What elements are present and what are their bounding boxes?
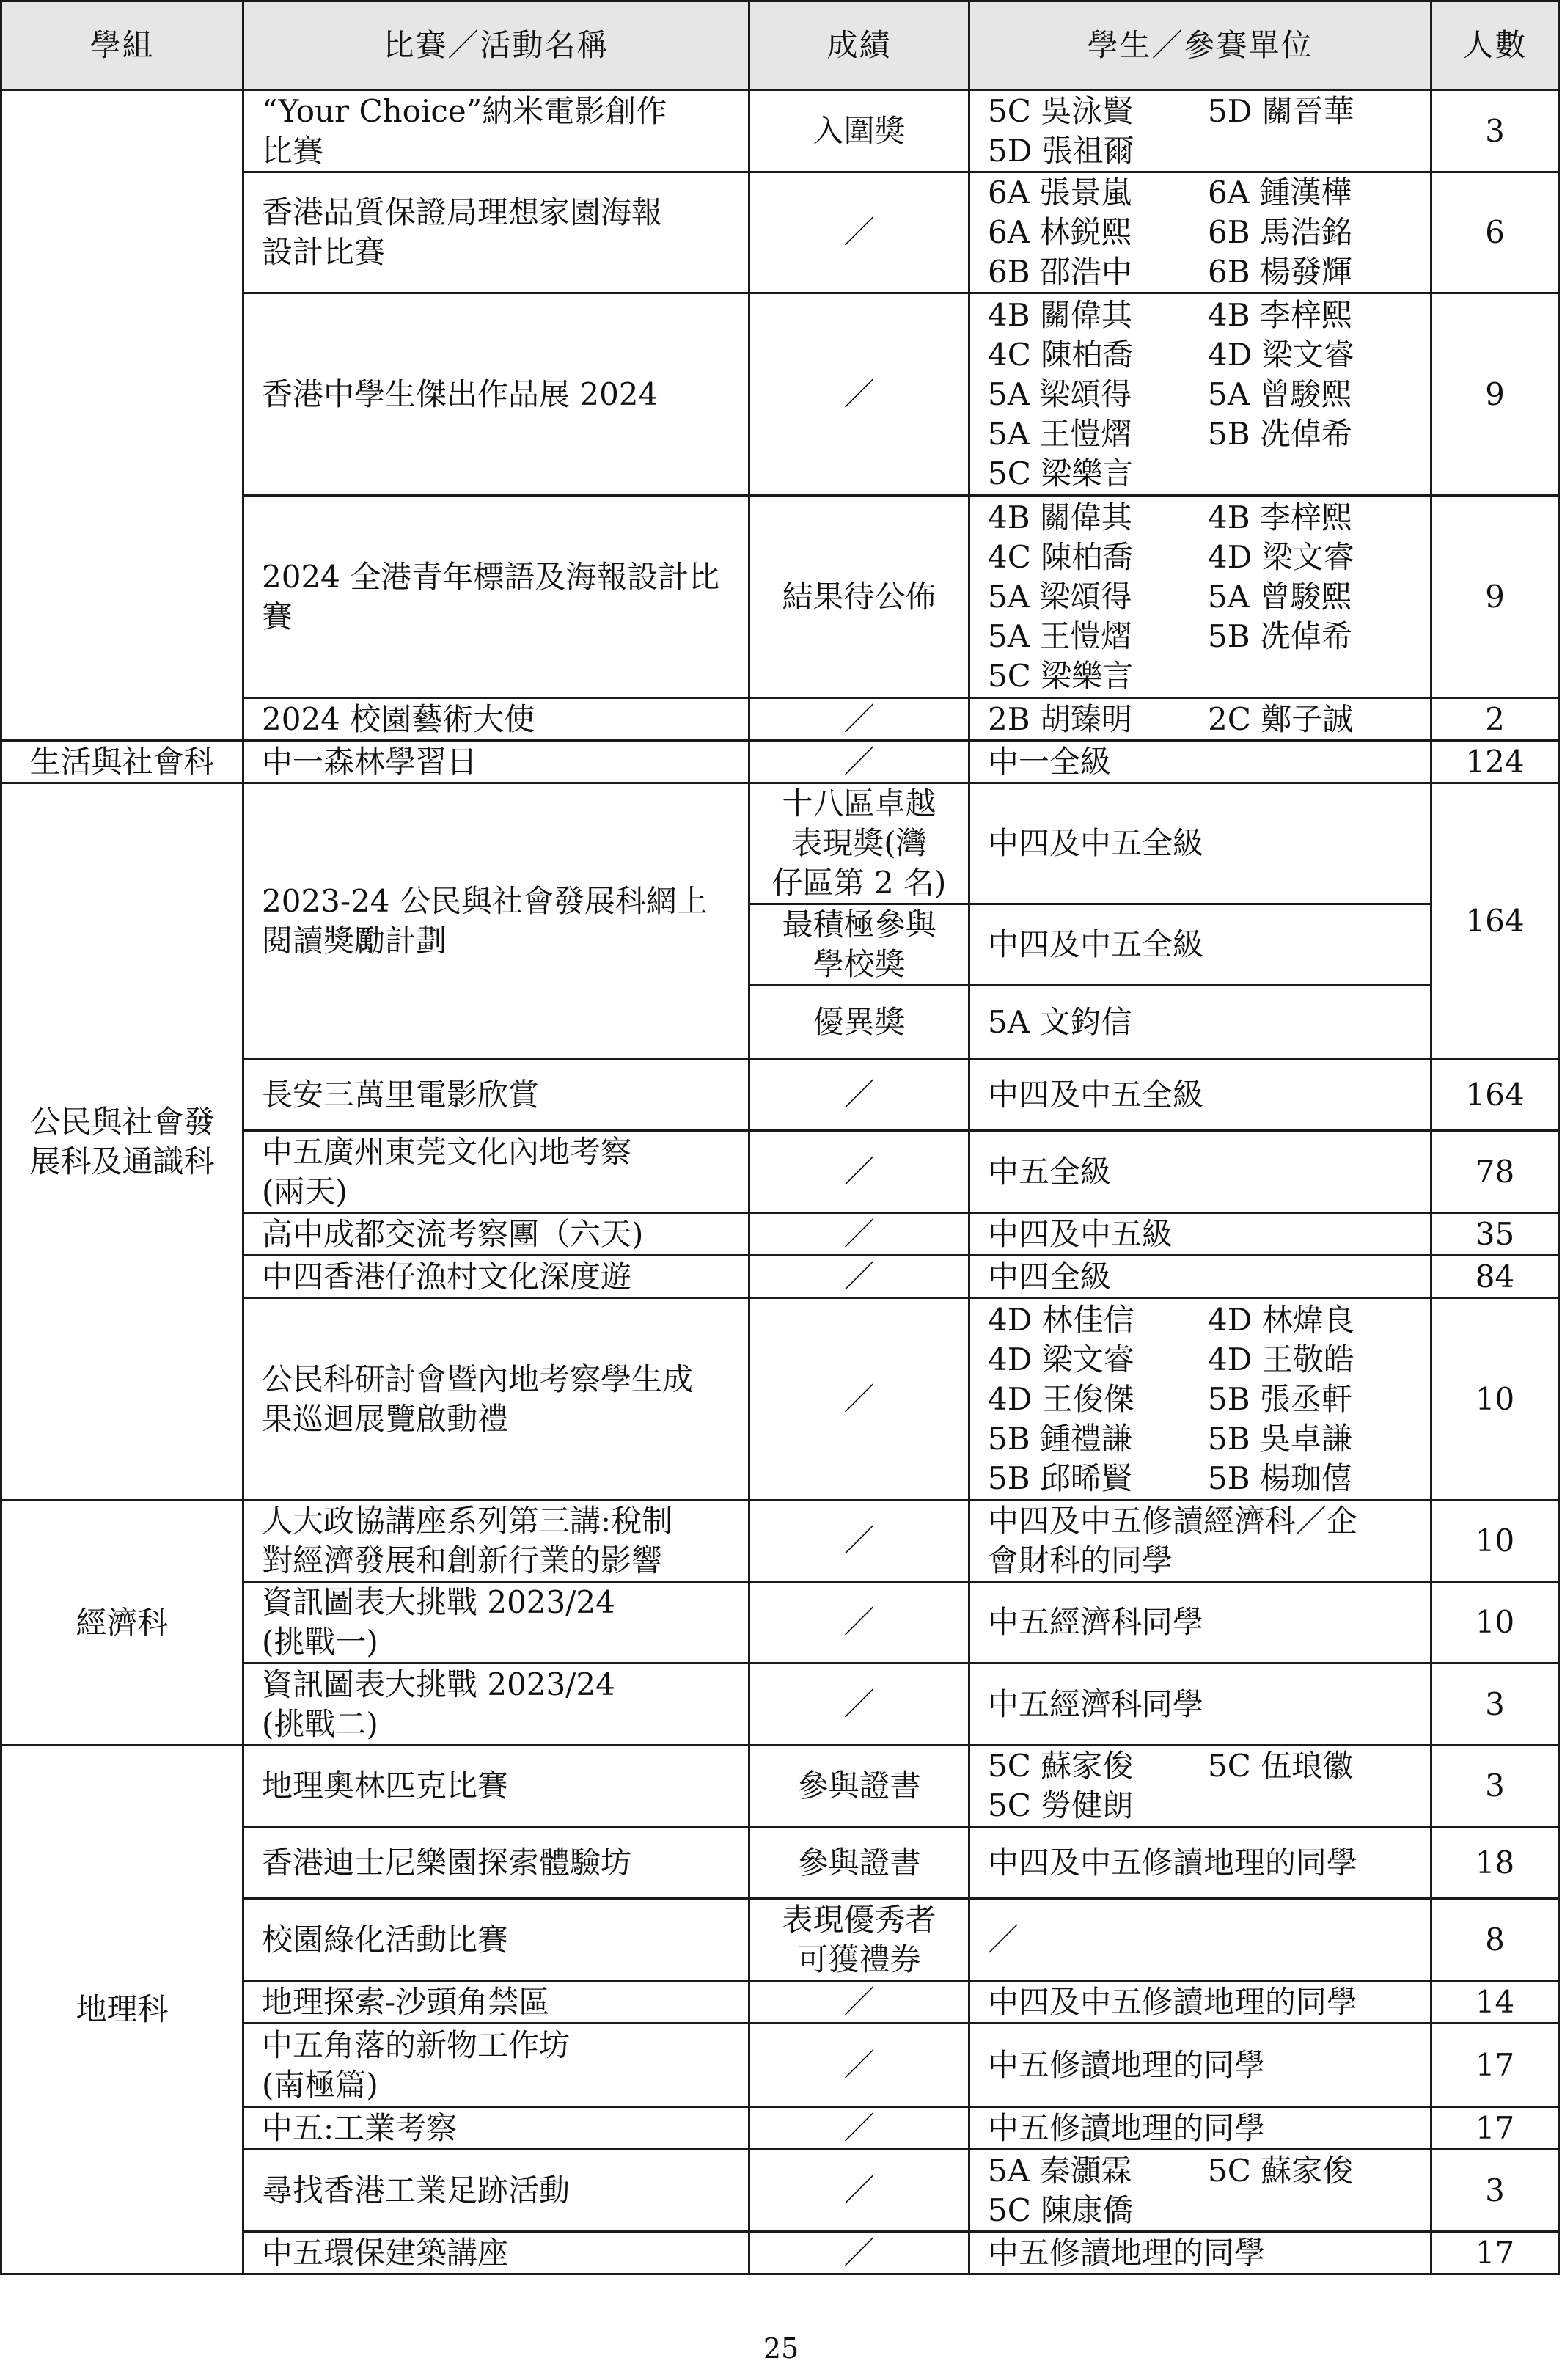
event-cell: 地理探索-沙頭角禁區 [243, 1981, 749, 2024]
result-cell: ／ [749, 1256, 969, 1298]
event-cell: 高中成都交流考察團（六天) [243, 1213, 749, 1256]
count-cell: 35 [1431, 1213, 1559, 1256]
event-cell: 中五角落的新物工作坊 (南極篇) [243, 2024, 749, 2107]
count-cell: 14 [1431, 1981, 1559, 2024]
table-row [1, 783, 1559, 904]
count-cell: 84 [1431, 1256, 1559, 1298]
header-result: 成績 [749, 1, 969, 90]
unit-cell: 中五全級 [969, 1131, 1431, 1213]
event-cell: 2024 全港青年標語及海報設計比 賽 [243, 496, 749, 698]
header-students: 學生／參賽單位 [969, 1, 1431, 90]
count-cell: 17 [1431, 2024, 1559, 2107]
unit-cell: 中四及中五修讀地理的同學 [969, 1827, 1431, 1899]
group-cell-blank [1, 90, 243, 741]
count-cell: 9 [1431, 293, 1559, 496]
result-cell: 參與證書 [749, 1827, 969, 1899]
event-cell: 中五:工業考察 [243, 2107, 749, 2150]
count-cell: 164 [1431, 783, 1559, 1059]
result-cell: ／ [749, 1981, 969, 2024]
result-cell: ／ [749, 741, 969, 783]
unit-cell: 中五經濟科同學 [969, 1582, 1431, 1663]
event-cell: 中一森林學習日 [243, 741, 749, 783]
event-cell: 長安三萬里電影欣賞 [243, 1059, 749, 1131]
result-cell: 入圍獎 [749, 90, 969, 172]
result-cell: ／ [749, 2232, 969, 2274]
result-cell: ／ [749, 293, 969, 496]
count-cell: 17 [1431, 2107, 1559, 2150]
count-cell: 2 [1431, 698, 1559, 741]
count-cell: 10 [1431, 1582, 1559, 1663]
unit-cell: 中五經濟科同學 [969, 1663, 1431, 1746]
unit-cell: 中五修讀地理的同學 [969, 2232, 1431, 2274]
event-cell: 資訊圖表大挑戰 2023/24 (挑戰一) [243, 1582, 749, 1663]
result-cell: 十八區卓越 表現獎(灣 仔區第 2 名) [749, 783, 969, 904]
header-count: 人數 [1431, 1, 1559, 90]
unit-cell: 中四全級 [969, 1256, 1431, 1298]
group-cell: 生活與社會科 [1, 741, 243, 783]
event-cell: “Your Choice”納米電影創作 比賽 [243, 90, 749, 172]
result-cell: 參與證書 [749, 1746, 969, 1827]
result-cell: ／ [749, 1059, 969, 1131]
event-cell: 公民科研討會暨內地考察學生成 果巡迴展覽啟動禮 [243, 1298, 749, 1501]
result-cell: ／ [749, 1663, 969, 1746]
table-row [1, 1501, 1559, 1582]
count-cell: 10 [1431, 1298, 1559, 1501]
header-group: 學組 [1, 1, 243, 90]
unit-cell: 中五修讀地理的同學 [969, 2107, 1431, 2150]
event-cell: 資訊圖表大挑戰 2023/24 (挑戰二) [243, 1663, 749, 1746]
result-cell: 最積極參與 學校獎 [749, 904, 969, 986]
count-cell: 10 [1431, 1501, 1559, 1582]
result-cell: 優異獎 [749, 986, 969, 1059]
event-cell: 校園綠化活動比賽 [243, 1899, 749, 1981]
students-cell: 5C 蘇家俊 5C 伍琅徽 5C 勞健朗 [969, 1746, 1431, 1827]
result-cell: ／ [749, 2024, 969, 2107]
students-cell: 4B 關偉其 4B 李梓熙 4C 陳柏喬 4D 梁文睿 5A 梁頌得 5A 曾駿熙 5A 王愷熠 5B 冼倬希 5C 梁樂言 [969, 496, 1431, 698]
result-cell: 結果待公佈 [749, 496, 969, 698]
group-cell: 公民與社會發 展科及通識科 [1, 783, 243, 1501]
count-cell: 3 [1431, 2150, 1559, 2232]
event-cell: 中四香港仔漁村文化深度遊 [243, 1256, 749, 1298]
students-cell: 6A 張景嵐 6A 鍾漢樺 6A 林鋭熙 6B 馬浩銘 6B 邵浩中 6B 楊發輝 [969, 172, 1431, 293]
students-cell: 4D 林佳信 4D 林煒良 4D 梁文睿 4D 王敬皓 4D 王俊傑 5B 張丞軒 5B 鍾禮謙 5B 吳卓謙 5B 邱晞賢 5B 楊珈僖 [969, 1298, 1431, 1501]
count-cell: 3 [1431, 1663, 1559, 1746]
event-cell: 尋找香港工業足跡活動 [243, 2150, 749, 2232]
result-cell: ／ [749, 1582, 969, 1663]
table-header-row [1, 1, 1559, 90]
table-row [1, 90, 1559, 172]
page-number: 25 [763, 2332, 799, 2365]
unit-cell: 中一全級 [969, 741, 1431, 783]
count-cell: 78 [1431, 1131, 1559, 1213]
table-row [1, 1746, 1559, 1827]
unit-cell: 5A 文鈞信 [969, 986, 1431, 1059]
count-cell: 6 [1431, 172, 1559, 293]
unit-cell: 中四及中五修讀地理的同學 [969, 1981, 1431, 2024]
unit-cell: 中五修讀地理的同學 [969, 2024, 1431, 2107]
students-cell: 5C 吳泳賢 5D 關晉華 5D 張祖爾 [969, 90, 1431, 172]
count-cell: 124 [1431, 741, 1559, 783]
event-cell: 香港迪士尼樂園探索體驗坊 [243, 1827, 749, 1899]
unit-cell: 中四及中五級 [969, 1213, 1431, 1256]
count-cell: 3 [1431, 1746, 1559, 1827]
event-cell: 2024 校園藝術大使 [243, 698, 749, 741]
event-cell: 中五環保建築講座 [243, 2232, 749, 2274]
count-cell: 9 [1431, 496, 1559, 698]
count-cell: 17 [1431, 2232, 1559, 2274]
result-cell: 表現優秀者 可獲禮券 [749, 1899, 969, 1981]
event-cell: 香港中學生傑出作品展 2024 [243, 293, 749, 496]
group-cell: 地理科 [1, 1746, 243, 2274]
result-cell: ／ [749, 2150, 969, 2232]
unit-cell: 中四及中五全級 [969, 904, 1431, 986]
students-cell: 2B 胡臻明 2C 鄭子誠 [969, 698, 1431, 741]
result-cell: ／ [749, 1131, 969, 1213]
students-cell: 4B 關偉其 4B 李梓熙 4C 陳柏喬 4D 梁文睿 5A 梁頌得 5A 曾駿熙 5A 王愷熠 5B 冼倬希 5C 梁樂言 [969, 293, 1431, 496]
unit-cell: ／ [969, 1899, 1431, 1981]
students-cell: 5A 秦灝霖 5C 蘇家俊 5C 陳康僑 [969, 2150, 1431, 2232]
event-cell: 地理奧林匹克比賽 [243, 1746, 749, 1827]
unit-cell: 中四及中五修讀經濟科／企 會財科的同學 [969, 1501, 1431, 1582]
event-cell: 中五廣州東莞文化內地考察 (兩天) [243, 1131, 749, 1213]
table-row [1, 741, 1559, 783]
result-cell: ／ [749, 698, 969, 741]
event-cell: 2023-24 公民與社會發展科網上 閱讀獎勵計劃 [243, 783, 749, 1059]
result-cell: ／ [749, 1298, 969, 1501]
count-cell: 164 [1431, 1059, 1559, 1131]
count-cell: 3 [1431, 90, 1559, 172]
count-cell: 8 [1431, 1899, 1559, 1981]
count-cell: 18 [1431, 1827, 1559, 1899]
result-cell: ／ [749, 2107, 969, 2150]
result-cell: ／ [749, 1213, 969, 1256]
result-cell: ／ [749, 1501, 969, 1582]
result-cell: ／ [749, 172, 969, 293]
group-cell: 經濟科 [1, 1501, 243, 1746]
unit-cell: 中四及中五全級 [969, 1059, 1431, 1131]
event-cell: 人大政協講座系列第三講:稅制 對經濟發展和創新行業的影響 [243, 1501, 749, 1582]
event-cell: 香港品質保證局理想家園海報 設計比賽 [243, 172, 749, 293]
header-event: 比賽／活動名稱 [243, 1, 749, 90]
unit-cell: 中四及中五全級 [969, 783, 1431, 904]
